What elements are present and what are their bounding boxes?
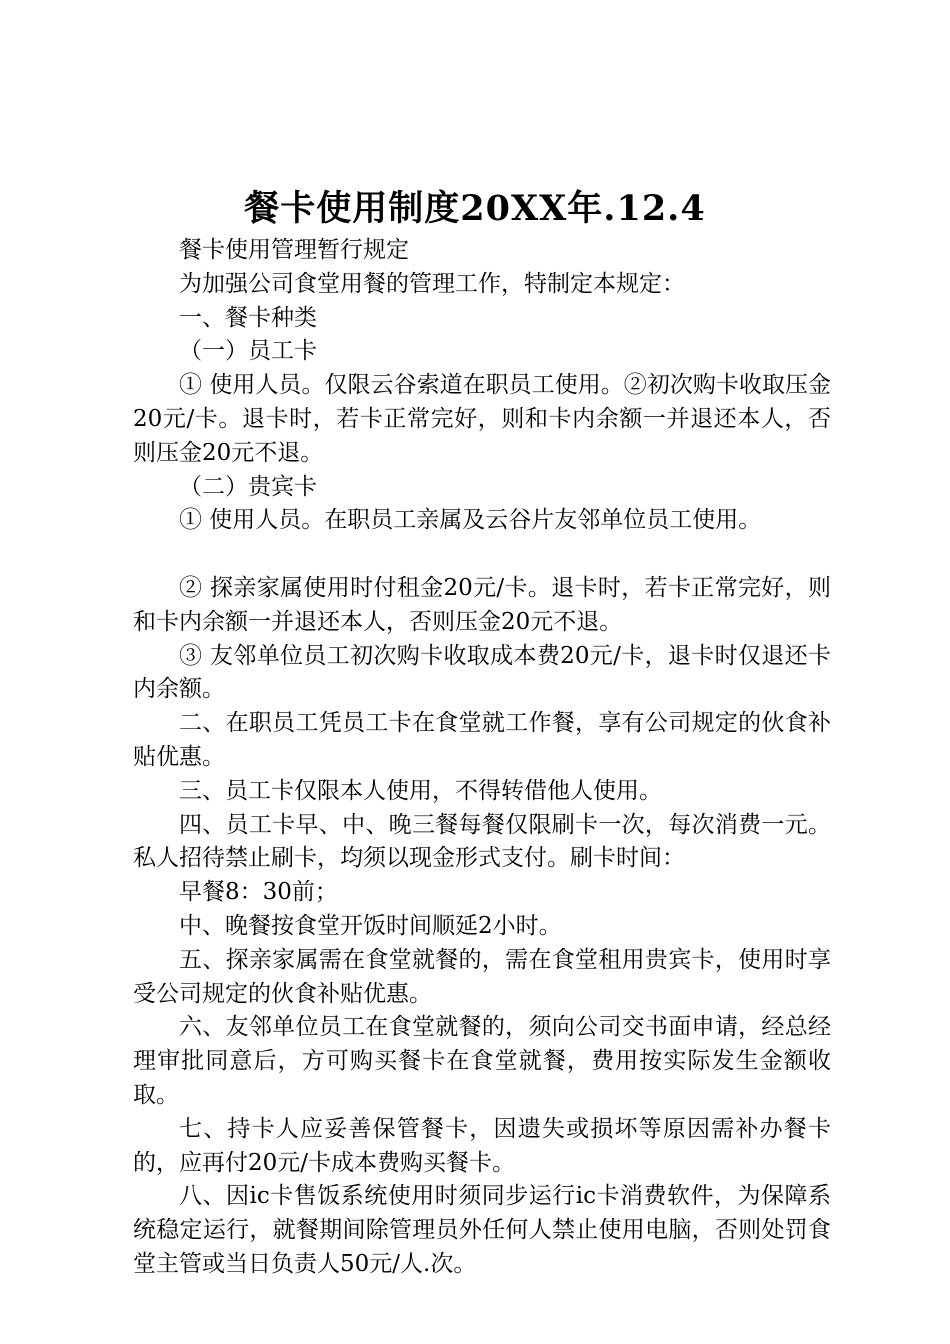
paragraph-rule-7: 七、持卡人应妥善保管餐卡，因遗失或损坏等原因需补办餐卡的，应再付20元/卡成本费购买餐卡。 <box>133 1115 831 1176</box>
subsection-heading-employee-card: （一）员工卡 <box>179 338 317 365</box>
paragraph-employee-card-rules: ① 使用人员。仅限云谷索道在职员工使用。②初次购卡收取压金20元/卡。退卡时，若卡正常完好，则和卡内余额一并退还本人，否则压金20元不退。 <box>133 372 831 466</box>
paragraph-rule-8: 八、因ic卡售饭系统使用时须同步运行ic卡消费软件，为保障系统稳定运行，就餐期间除管理员外任何人禁止使用电脑，否则处罚食堂主管或当日负责人50元/人.次。 <box>133 1183 831 1277</box>
paragraph-breakfast-time: 早餐8：30前； <box>179 879 338 906</box>
paragraph-guest-card-users: ① 使用人员。在职员工亲属及云谷片友邻单位员工使用。 <box>179 507 762 534</box>
document-title: 餐卡使用制度20XX年.12.4 <box>244 188 706 229</box>
paragraph-rule-2: 二、在职员工凭员工卡在食堂就工作餐，享有公司规定的伙食补贴优惠。 <box>133 710 831 770</box>
paragraph-subtitle: 餐卡使用管理暂行规定 <box>179 237 409 263</box>
paragraph-rule-3: 三、员工卡仅限本人使用，不得转借他人使用。 <box>179 777 662 804</box>
paragraph-intro: 为加强公司食堂用餐的管理工作，特制定本规定： <box>179 270 685 297</box>
section-heading-card-types: 一、餐卡种类 <box>179 304 317 331</box>
document-body <box>133 234 831 1282</box>
paragraph-rule-5: 五、探亲家属需在食堂就餐的，需在食堂租用贵宾卡，使用时享受公司规定的伙食补贴优惠。 <box>133 946 831 1007</box>
paragraph-lunch-dinner-time: 中、晚餐按食堂开饭时间顺延2小时。 <box>179 912 562 939</box>
paragraph-guest-card-rent: ② 探亲家属使用时付租金20元/卡。退卡时，若卡正常完好，则和卡内余额一并退还本人，否则压金20元不退。 <box>133 574 831 635</box>
paragraph-rule-6: 六、友邻单位员工在食堂就餐的，须向公司交书面申请，经总经理审批同意后，方可购买餐卡在食堂就餐，费用按实际发生金额收取。 <box>133 1014 831 1108</box>
paragraph-neighbor-card-cost: ③ 友邻单位员工初次购卡收取成本费20元/卡，退卡时仅退还卡内余额。 <box>133 642 831 703</box>
subsection-heading-guest-card: （二）贵宾卡 <box>179 473 317 500</box>
paragraph-rule-4: 四、员工卡早、中、晚三餐每餐仅限刷卡一次，每次消费一元。私人招待禁止刷卡，均须以现金形式支付。刷卡时间： <box>133 811 831 872</box>
